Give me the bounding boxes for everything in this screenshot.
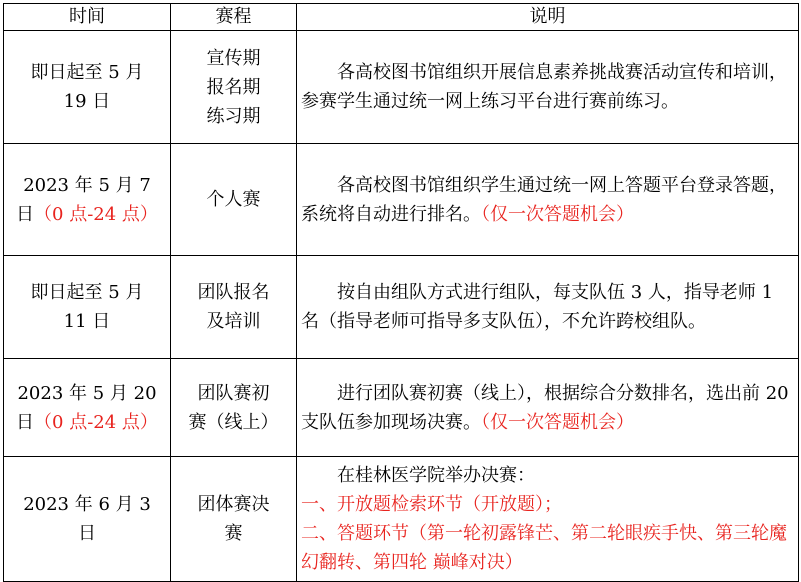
desc-cell (297, 359, 799, 457)
time-cell (4, 256, 171, 359)
desc-cell (297, 457, 799, 582)
time-cell (4, 359, 171, 457)
desc-cell (297, 31, 799, 144)
stage-line: 宣传期 (206, 47, 261, 69)
desc-text: 各高校图书馆组织开展信息素养挑战赛活动宣传和培训，参赛学生通过统一网上练习平台进行赛前练习。 (301, 62, 787, 112)
stage-line: 团队报名 (197, 282, 270, 303)
desc-highlight: （仅一次答题机会） (481, 203, 634, 225)
time-line: 2023 年 5 月 20 (17, 382, 157, 404)
time-cell (4, 144, 171, 256)
time-cell (4, 457, 171, 582)
header-row (4, 4, 799, 31)
stage-cell (171, 457, 297, 582)
header-stage: 赛程 (171, 4, 297, 31)
stage-cell (171, 31, 297, 144)
stage-line: 团队赛初 (197, 382, 270, 404)
time-line: 即日起至 5 月 (30, 62, 144, 83)
desc-text: 在桂林医学院举办决赛： (337, 465, 535, 486)
stage-cell (171, 256, 297, 359)
stage-cell (171, 359, 297, 457)
time-line: 11 日 (63, 311, 111, 332)
time-line: 2023 年 5 月 7 (23, 174, 151, 196)
stage-cell (171, 144, 297, 256)
desc-cell (297, 256, 799, 359)
stage-line: 练习期 (206, 105, 261, 127)
desc-cell (297, 144, 799, 256)
time-line: 日 (16, 203, 35, 225)
desc-highlight: 一、开放题检索环节（开放题）； (301, 494, 562, 515)
table-row (4, 457, 799, 582)
time-line: 19 日 (63, 91, 111, 112)
header-desc: 说明 (297, 4, 799, 31)
stage-line: 及培训 (206, 311, 261, 332)
table-row (4, 359, 799, 457)
schedule-table (3, 3, 799, 582)
table-row (4, 31, 799, 144)
desc-highlight: （仅一次答题机会） (481, 411, 634, 433)
time-highlight: （0 点-24 点） (34, 203, 158, 225)
stage-line: 赛 (224, 523, 243, 544)
time-line: 2023 年 6 月 3 (23, 494, 151, 515)
stage-line: 个人赛 (206, 189, 261, 210)
desc-text: 各高校图书馆组织学生通过统一网上答题平台登录答题，系统将自动进行排名。 (301, 174, 787, 225)
desc-highlight: 二、答题环节（第一轮初露锋芒、第二轮眼疾手快、第三轮魔幻翻转、第四轮 巅峰对决） (301, 523, 787, 573)
table-row (4, 144, 799, 256)
time-line: 日 (16, 411, 35, 433)
header-time: 时间 (4, 4, 171, 31)
time-line: 日 (78, 523, 96, 544)
stage-line: 团体赛决 (197, 494, 270, 515)
desc-text: 按自由组队方式进行组队，每支队伍 3 人，指导老师 1 名（指导老师可指导多支队伍），不允许跨校组队。 (301, 282, 774, 332)
table-row (4, 256, 799, 359)
desc-text: 进行团队赛初赛（线上），根据综合分数排名，选出前 20 支队伍参加现场决赛。 (301, 382, 789, 433)
time-cell (4, 31, 171, 144)
time-highlight: （0 点-24 点） (34, 411, 158, 433)
time-line: 即日起至 5 月 (30, 282, 144, 303)
stage-line: 赛（线上） (188, 411, 279, 433)
stage-line: 报名期 (206, 76, 261, 98)
